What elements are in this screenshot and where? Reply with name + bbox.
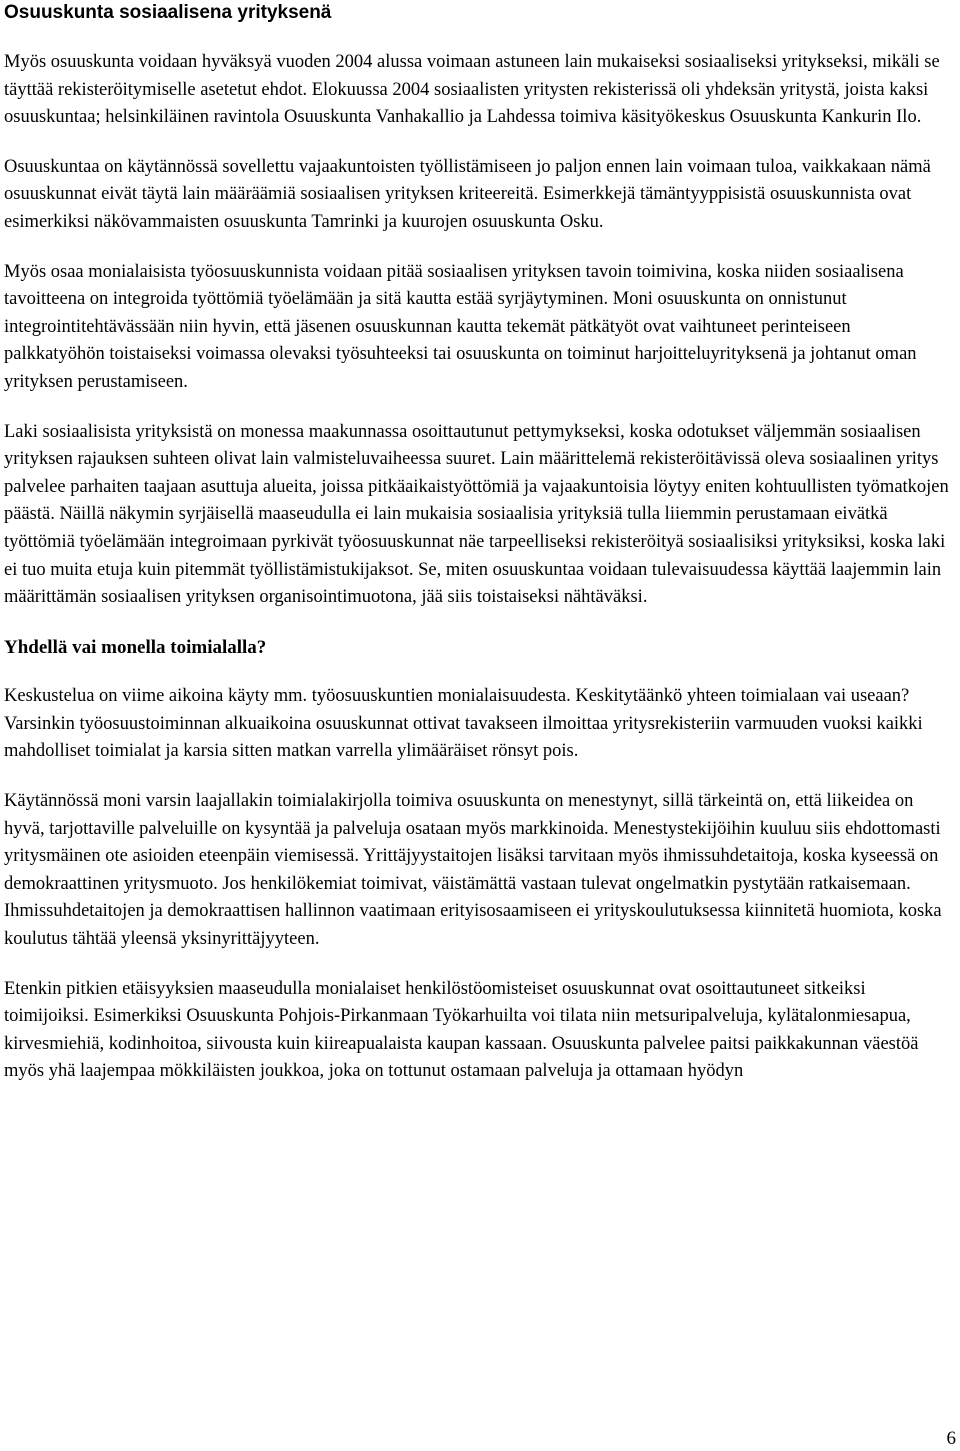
paragraph-success-factors: Käytännössä moni varsin laajallakin toimialakirjolla toimiva osuuskunta on menestynyt, sillä tärkeintä on, että liikeidea on hyvä, tarjottaville palveluille on kysyntää ja palveluja osataan myös markkinoida. Menestystekijöihin kuuluu siis ehdottomasti yritysmäinen ote asioiden eteenpäin viemisessä. Yrittäjyystaitojen lisäksi tarvitaan myös ihmissuhdetaitoja, koska kyseessä on demokraattinen yritysmuoto. Jos henkilökemiat toimivat, väistämättä vastaan tulevat ongelmatkin pystytään ratkaisemaan. Ihmissuhdetaitojen ja demokraattisen hallinnon vaatimaan erityisosaamiseen ei yrityskoulutuksessa kiinnitetä huomiota, koska koulutus tähtää yleensä yksinyrittäjyyteen. xyxy=(4,791,942,950)
paragraph-social-enterprise-law: Myös osuuskunta voidaan hyväksyä vuoden 2004 alussa voimaan astuneen lain mukaiseksi sosiaaliseksi yritykseksi, mikäli se täyttää rekisteröitymiselle asetetut ehdot. Elokuussa 2004 sosiaalisten yritysten rekisterissä oli yhdeksän yritystä, joista kaksi osuuskuntaa; helsinkiläinen ravintola Osuuskunta Vanhakallio ja Lahdessa toimiva käsityökeskus Osuuskunta Kankurin Ilo. xyxy=(4,52,940,128)
paragraph-one-or-many-industries: Keskustelua on viime aikoina käyty mm. työosuuskuntien monialaisuudesta. Keskitytäänkö yhteen toimialaan vai useaan? Varsinkin työosuustoiminnan alkuaikoina osuuskunnat ottivat tavakseen ilmoittaa yritysrekisteriin varmuuden vuoksi kaikki mahdolliset toimialat ja karsia sitten matkan varrella ylimääräiset rönsyt pois. xyxy=(4,686,923,762)
paragraph-disabled-employment: Osuuskuntaa on käytännössä sovellettu vajaakuntoisten työllistämiseen jo paljon ennen lain voimaan tuloa, vaikkakaan nämä osuuskunnat eivät täytä lain määräämiä sosiaalisen yrityksen kriteereitä. Esimerkkejä tämäntyyppisistä osuuskunnista ovat esimerkiksi näkövammaisten osuuskunta Tamrinki ja kuurojen osuuskunta Osku. xyxy=(4,156,931,232)
spacer xyxy=(4,766,954,788)
spacer xyxy=(4,25,954,49)
spacer xyxy=(4,237,954,259)
spacer xyxy=(4,132,954,154)
spacer xyxy=(4,954,954,976)
page-number: 6 xyxy=(946,1428,956,1449)
section-title: Osuuskunta sosiaalisena yrityksenä xyxy=(4,2,332,23)
spacer xyxy=(4,661,954,683)
subheading: Yhdellä vai monella toimialalla? xyxy=(4,636,267,658)
spacer xyxy=(4,397,954,419)
spacer xyxy=(4,612,954,634)
paragraph-law-disappointment: Laki sosiaalisista yrityksistä on monessa maakunnassa osoittautunut pettymykseksi, koska odotukset väljemmän sosiaalisen yrityksen rajauksen suhteen olivat lain valmisteluvaiheessa suuret. Lain määrittelemä rekisteröitävissä oleva sosiaalinen yritys palvelee parhaiten taajaan asuttuja alueita, joissa pitkäaikaistyöttömiä ja vajaakuntoisia löytyy eniten kohtuullisten työmatkojen päästä. Näillä näkymin syrjäisellä maaseudulla ei lain mukaisia sosiaalisia yrityksiä tulla liiemmin perustamaan eivätkä työttömiä työelämään integroimaan pyrkivät työosuuskunnat näe tarpeelliseksi rekisteröityä sosiaalisiksi yrityksiksi, koska laki ei tuo muita etuja kuin pitemmät työllistämistukijaksot. Se, miten osuuskuntaa voidaan tulevaisuudessa käyttää laajemmin lain määrittämän sosiaalisen yrityksen organisointimuotona, jää siis toistaiseksi nähtäväksi. xyxy=(4,421,949,608)
paragraph-rural-cooperatives: Etenkin pitkien etäisyyksien maaseudulla monialaiset henkilöstöomisteiset osuuskunnat ovat osoittautuneet sitkeiksi toimijoiksi. Esimerkiksi Osuuskunta Pohjois-Pirkanmaan Työkarhuilta voi tilata niin metsuripalveluja, kylätalonmiesapua, kirvesmiehiä, kodinhoitoa, siivousta kuin kiireapualaista kaupan kassaan. Osuuskunta palvelee paitsi paikkakunnan väestöä myös yhä laajempaa mökkiläisten joukkoa, joka on tottunut ostamaan palveluja ja ottamaan hyödyn xyxy=(4,978,919,1082)
paragraph-multi-industry-cooperatives: Myös osaa monialaisista työosuuskunnista voidaan pitää sosiaalisen yrityksen tavoin toimivina, koska niiden sosiaalisena tavoitteena on integroida työttömiä työelämään ja sitä kautta estää syrjäytyminen. Moni osuuskunta on onnistunut integrointitehtävässään niin hyvin, että jäsenen osuuskunnan kautta tekemät pätkätyöt ovat vaihtuneet perinteiseen palkkatyöhön toistaiseksi voimassa olevaksi työsuhteeksi tai osuuskunta on toiminut harjoitteluyrityksenä ja johtanut oman yrityksen perustamiseen. xyxy=(4,261,917,392)
document-page xyxy=(4,0,954,1086)
